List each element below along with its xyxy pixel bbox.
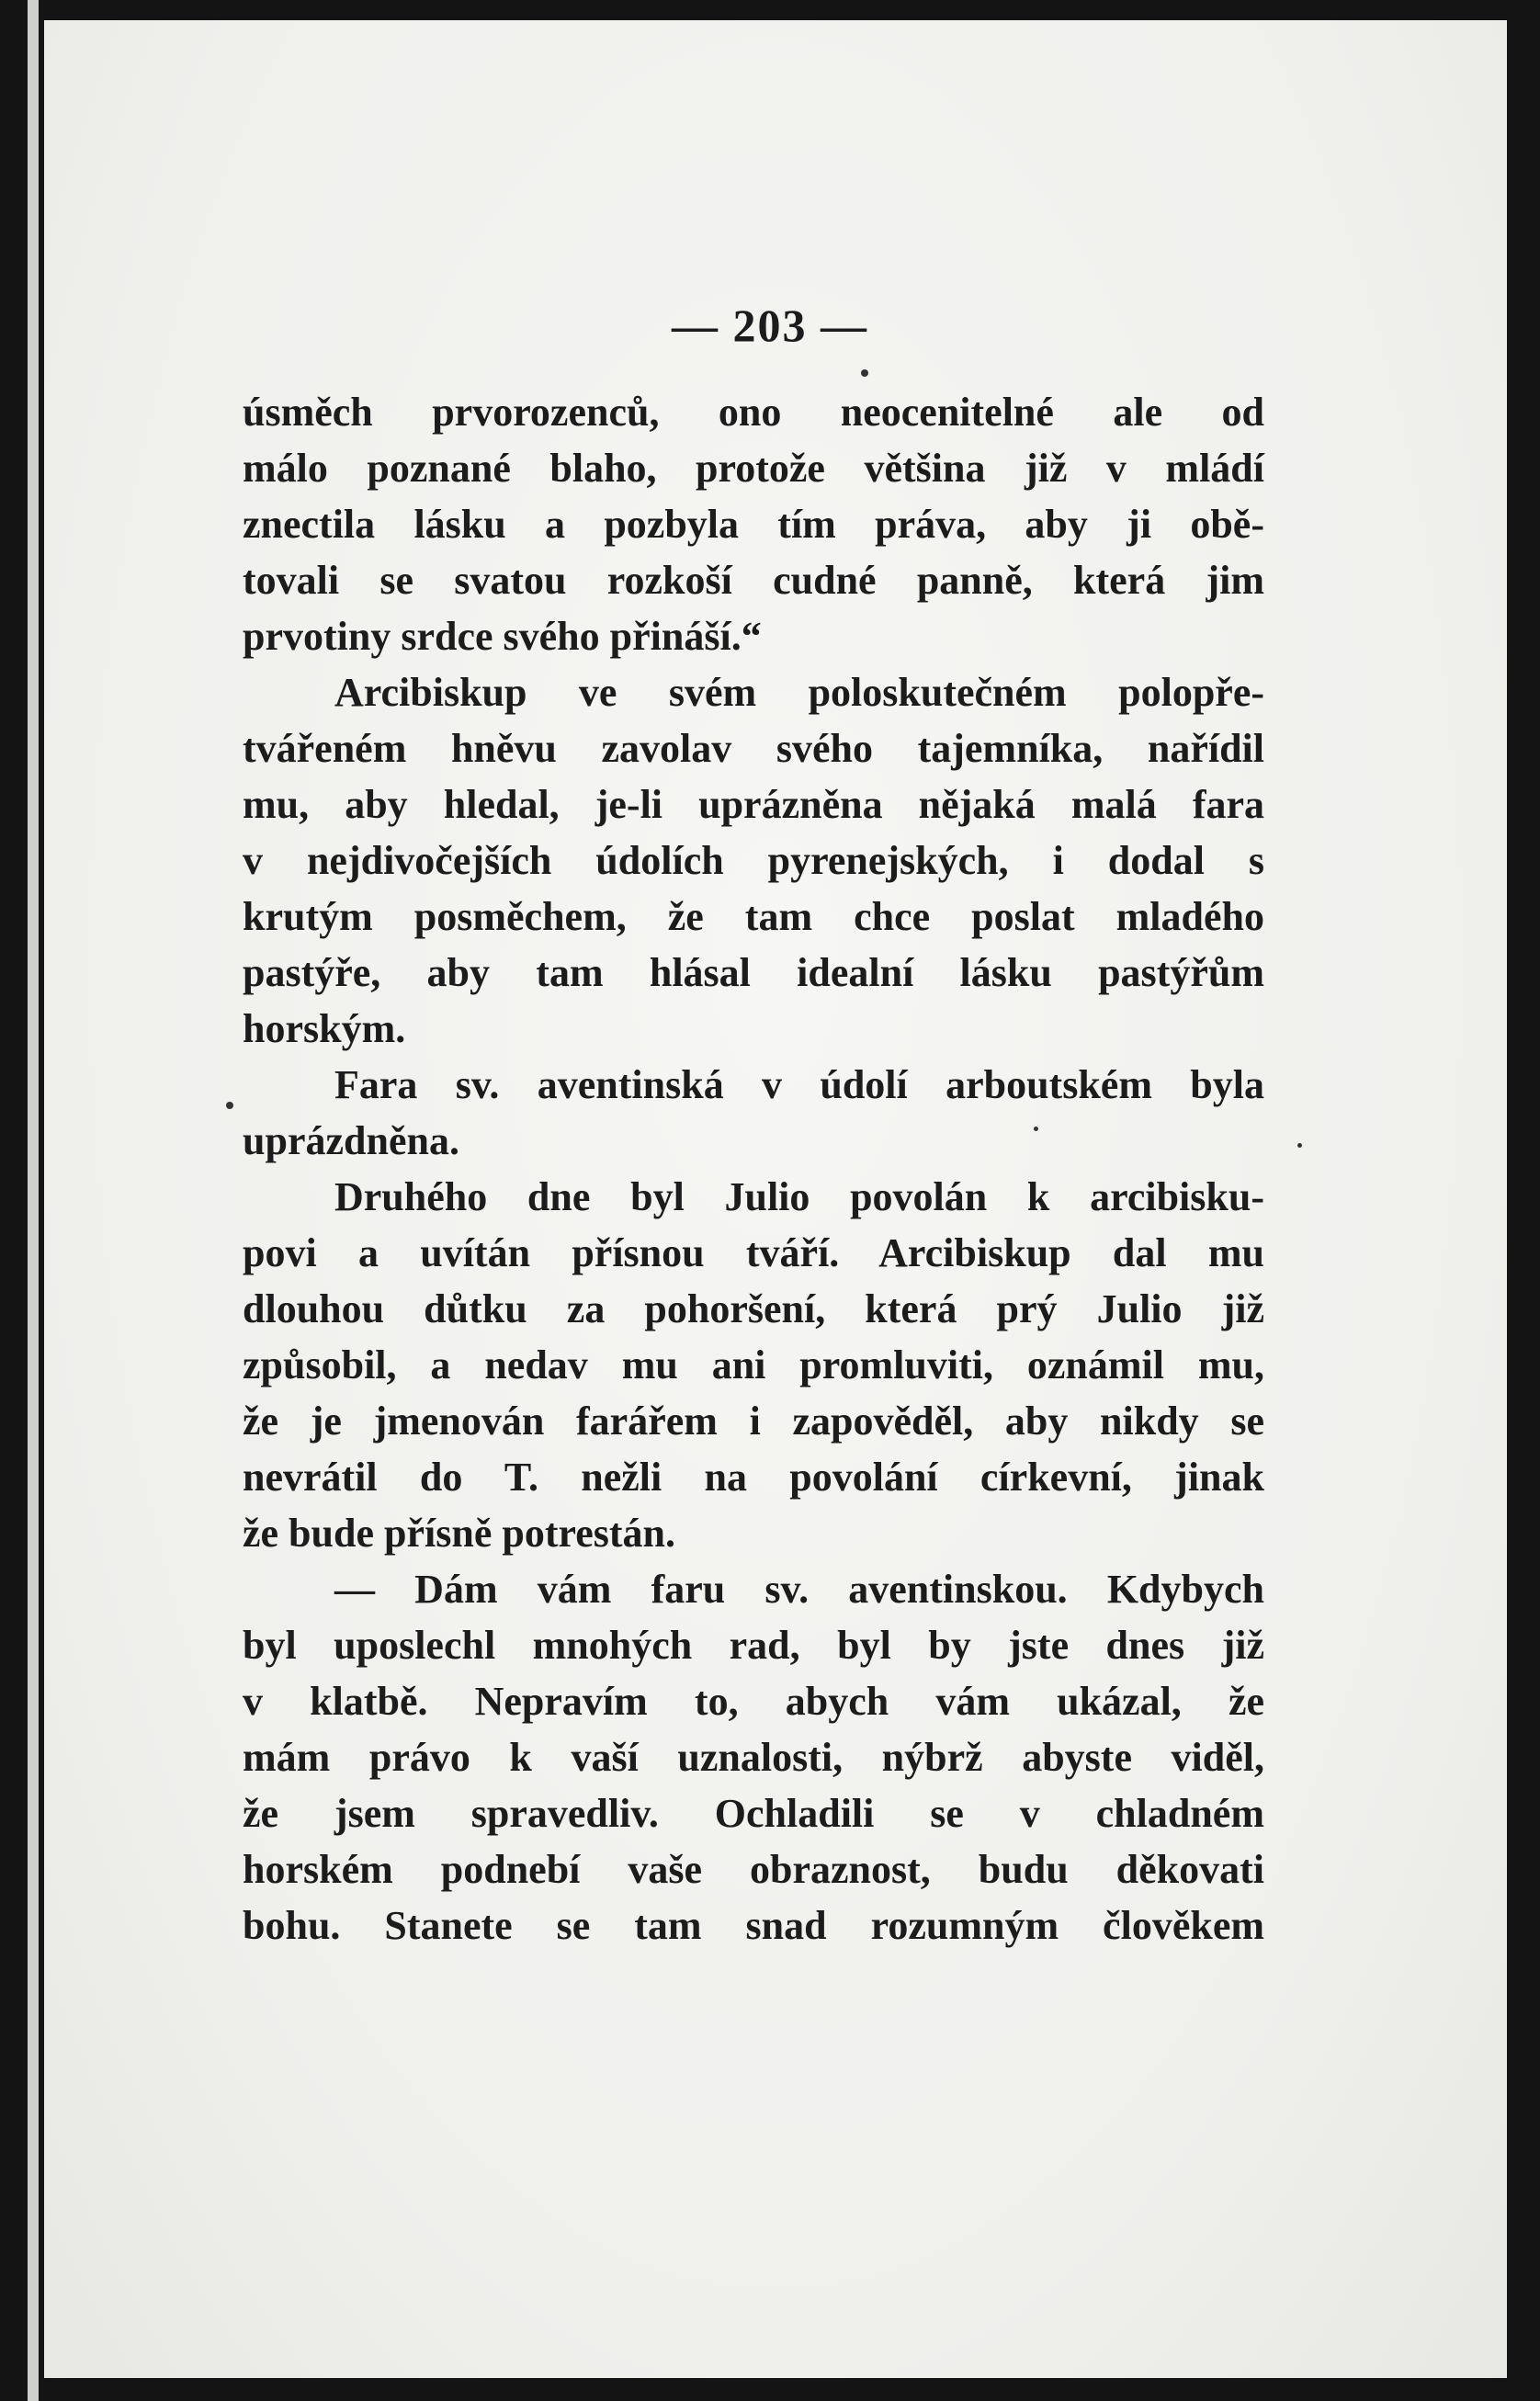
text-line: krutým posměchem, že tam chce poslat mladého (243, 894, 1264, 939)
text-line: prvotiny srdce svého přináší.“ (243, 614, 762, 659)
text-line: povi a uvítán přísnou tváří. Arcibiskup dal mu (243, 1230, 1264, 1275)
print-speck (1297, 1143, 1302, 1148)
text-line: v nejdivočejších údolích pyrenejských, i dodal s (243, 838, 1264, 883)
text-line: uprázdněna. (243, 1118, 459, 1163)
text-line: že jsem spravedliv. Ochladili se v chladném (243, 1791, 1264, 1836)
print-speck (226, 1102, 233, 1109)
text-line: v klatbě. Nepravím to, abych vám ukázal, že (243, 1679, 1264, 1724)
text-line: horským. (243, 1006, 406, 1051)
text-line: způsobil, a nedav mu ani promluviti, oznámil mu, (243, 1342, 1264, 1387)
print-speck (861, 369, 868, 377)
text-line: tvářeném hněvu zavolav svého tajemníka, nařídil (243, 726, 1264, 771)
text-line: pastýře, aby tam hlásal idealní lásku pastýřům (243, 950, 1264, 995)
adjacent-page-edge (28, 0, 39, 2401)
text-line: bohu. Stanete se tam snad rozumným člověkem (243, 1903, 1264, 1948)
text-line: horském podnebí vaše obraznost, budu děkovati (243, 1847, 1264, 1892)
text-line: Fara sv. aventinská v údolí arboutském byla (334, 1062, 1264, 1107)
text-line: dlouhou důtku za pohoršení, která prý Julio již (243, 1286, 1264, 1331)
page-number: — 203 — (672, 300, 868, 351)
text-line: tovali se svatou rozkoší cudné panně, která jim (243, 558, 1264, 603)
text-line: znectila lásku a pozbyla tím práva, aby ji obě- (243, 502, 1264, 547)
text-line: nevrátil do T. nežli na povolání církevní, jinak (243, 1455, 1264, 1500)
text-line: že je jmenován farářem i zapověděl, aby nikdy se (243, 1399, 1264, 1444)
print-speck (1034, 1127, 1038, 1131)
text-line: mám právo k vaší uznalosti, nýbrž abyste viděl, (243, 1735, 1264, 1780)
text-line: Arcibiskup ve svém poloskutečném polopře- (334, 670, 1264, 715)
text-line: málo poznané blaho, protože většina již v mládí (243, 446, 1264, 491)
text-line: Druhého dne byl Julio povolán k arcibisku- (334, 1174, 1264, 1219)
text-line: úsměch prvorozenců, ono neocenitelné ale od (243, 390, 1264, 435)
text-line: — Dám vám faru sv. aventinskou. Kdybych (334, 1567, 1264, 1612)
body-text (243, 384, 1264, 1954)
text-line: že bude přísně potrestán. (243, 1511, 675, 1556)
text-line: byl uposlechl mnohých rad, byl by jste dnes již (243, 1623, 1264, 1668)
text-line: mu, aby hledal, je-li uprázněna nějaká malá fara (243, 782, 1264, 827)
